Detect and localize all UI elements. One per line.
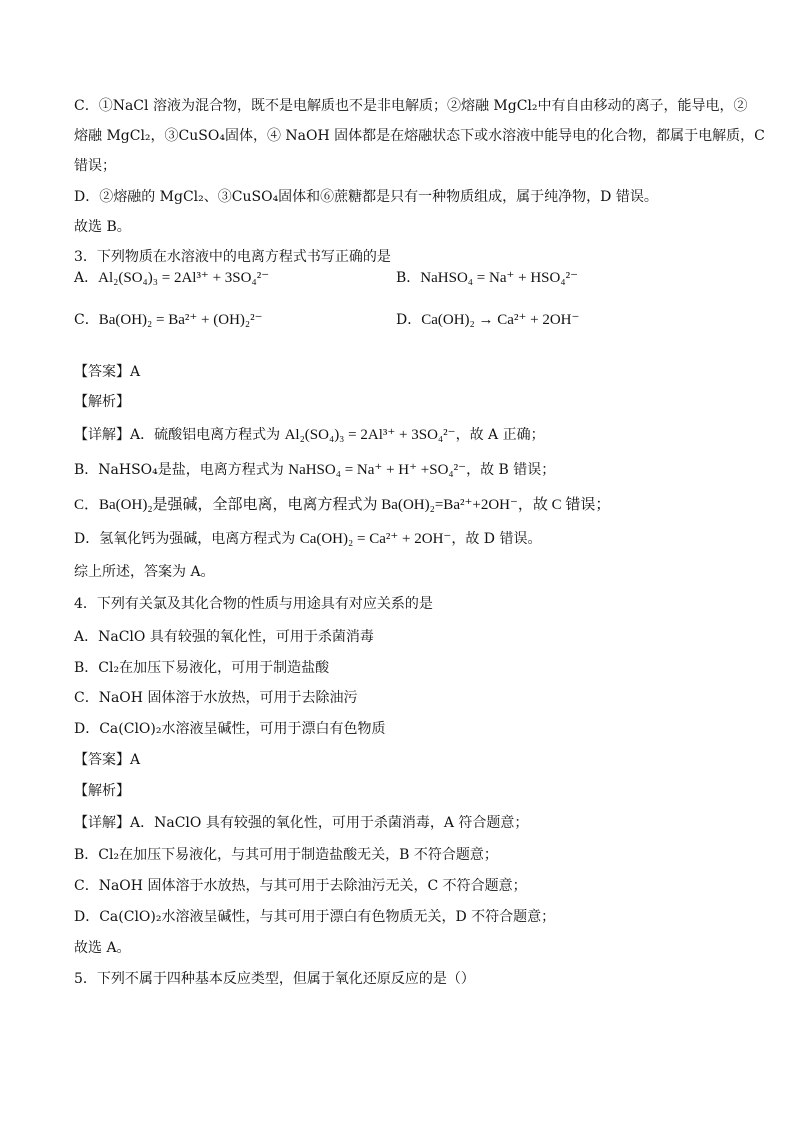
text-segment: C．Ba(OH)₂是强碱，全部电离，电离方程式为 Ba(OH)₂=Ba²⁺+2OH⁻，故 C 错误； — [74, 497, 611, 513]
text-segment: 【详解】A．NaClO 具有较强的氧化性，可用于杀菌消毒，A 符合题意； — [74, 815, 529, 831]
text-segment: 5．下列不属于四种基本反应类型，但属于氧化还原反应的是（） — [74, 971, 475, 987]
text-segment: D．②熔融的 MgCl₂、③CuSO₄固体和⑥蔗糖都是只有一种物质组成，属于纯净物，D 错误。 — [74, 189, 658, 205]
text-segment: C．①NaCl 溶液为混合物，既不是电解质也不是非电解质；②熔融 MgCl₂中有自由移动的离子，能导电，② — [74, 98, 748, 114]
text-segment: D．Ca(ClO)₂水溶液呈碱性，可用于漂白有色物质 — [74, 721, 386, 737]
text-segment: 【详解】A．硫酸铝电离方程式为 — [74, 427, 285, 443]
text-line-q3d3 — [74, 495, 724, 515]
text-segment: ，故 B 错误； — [466, 462, 556, 478]
text-line-q4d4 — [74, 907, 724, 927]
text-line-q4d3 — [74, 876, 724, 896]
text-segment: 4．下列有关氯及其化合物的性质与用途具有对应关系的是 — [74, 596, 433, 612]
text-segment: C．NaOH 固体溶于水放热，与其可用于去除油污无关，C 不符合题意； — [74, 878, 527, 894]
text-segment: 故选 B。 — [74, 219, 131, 235]
text-segment: 【解析】 — [74, 394, 130, 410]
text-segment: B．NaHSO₄是盐，电离方程式为 — [74, 462, 289, 478]
text-segment: Ba(OH)₂ = Ba²⁺ + (OH)₂²⁻ — [98, 312, 263, 328]
text-line-q4ans — [74, 750, 724, 770]
text-line-q4d2 — [74, 845, 724, 865]
text-line-q4a — [74, 627, 724, 647]
text-segment: 【答案】A — [74, 752, 141, 768]
text-segment: A．NaClO 具有较强的氧化性，可用于杀菌消毒 — [74, 629, 374, 645]
text-segment: 【答案】A — [74, 364, 141, 380]
text-line-q3d2 — [74, 460, 724, 480]
text-segment: A． — [74, 270, 99, 286]
text-line-q3d1 — [74, 425, 724, 445]
text-line-q4b — [74, 658, 724, 678]
text-segment: B． — [396, 270, 421, 286]
text-line-q4sel — [74, 938, 724, 958]
text-segment: NaHSO₄ = Na⁺ + H⁺ +SO₄²⁻ — [288, 462, 467, 478]
text-segment: B．Cl₂在加压下易液化，可用于制造盐酸 — [74, 660, 330, 676]
text-line-q3dopt — [396, 310, 579, 330]
text-line-q4d1 — [74, 813, 724, 833]
text-segment: D． — [396, 312, 422, 328]
text-line-q3ans — [74, 362, 724, 382]
text-segment: Al₂(SO₄)₃ = 2Al³⁺ + 3SO₄²⁻ — [284, 427, 456, 443]
text-line-q5 — [74, 969, 724, 989]
text-line-c2 — [74, 126, 765, 146]
text-segment: 故选 A。 — [74, 940, 131, 956]
text-line-q3jx — [74, 392, 724, 412]
text-segment: ，故 D 错误。 — [451, 531, 542, 547]
text-line-q4d — [74, 719, 724, 739]
text-segment: D．氢氧化钙为强碱，电离方程式为 — [74, 531, 300, 547]
text-segment: C．NaOH 固体溶于水放热，可用于去除油污 — [74, 690, 358, 706]
text-segment: 【解析】 — [74, 783, 130, 799]
text-segment: Al₂(SO₄)₃ = 2Al³⁺ + 3SO₄²⁻ — [98, 270, 270, 286]
text-line-q3b — [396, 268, 578, 288]
text-segment: Ca(OH)₂ = Ca²⁺ + 2OH⁻ — [299, 531, 452, 547]
text-line-q3 — [74, 247, 724, 267]
text-segment: Ca(OH)₂ → Ca²⁺ + 2OH⁻ — [421, 312, 580, 328]
text-line-c1 — [74, 96, 748, 116]
text-line-q3d4 — [74, 529, 724, 549]
text-line-c3 — [74, 156, 724, 176]
text-segment: 熔融 MgCl₂，③CuSO₄固体，④ NaOH 固体都是在熔融状态下或水溶液中能导电的化合物，都属于电解质，C — [74, 128, 765, 144]
text-line-q4c — [74, 688, 724, 708]
text-segment: D．Ca(ClO)₂水溶液呈碱性，与其可用于漂白有色物质无关，D 不符合题意； — [74, 909, 556, 925]
text-line-q3sum — [74, 562, 724, 582]
text-segment: B．Cl₂在加压下易液化，与其可用于制造盐酸无关，B 不符合题意； — [74, 847, 498, 863]
text-segment: C． — [74, 312, 99, 328]
text-line-q4 — [74, 594, 724, 614]
text-segment: ，故 A 正确； — [455, 427, 545, 443]
text-segment: 综上所述，答案为 A。 — [74, 564, 215, 580]
text-line-d1 — [74, 187, 724, 207]
text-line-ans2 — [74, 217, 724, 237]
text-segment: 3．下列物质在水溶液中的电离方程式书写正确的是 — [74, 249, 391, 265]
text-line-q4jx — [74, 781, 724, 801]
text-segment: NaHSO₄ = Na⁺ + HSO₄²⁻ — [420, 270, 579, 286]
text-segment: 错误； — [74, 158, 116, 174]
